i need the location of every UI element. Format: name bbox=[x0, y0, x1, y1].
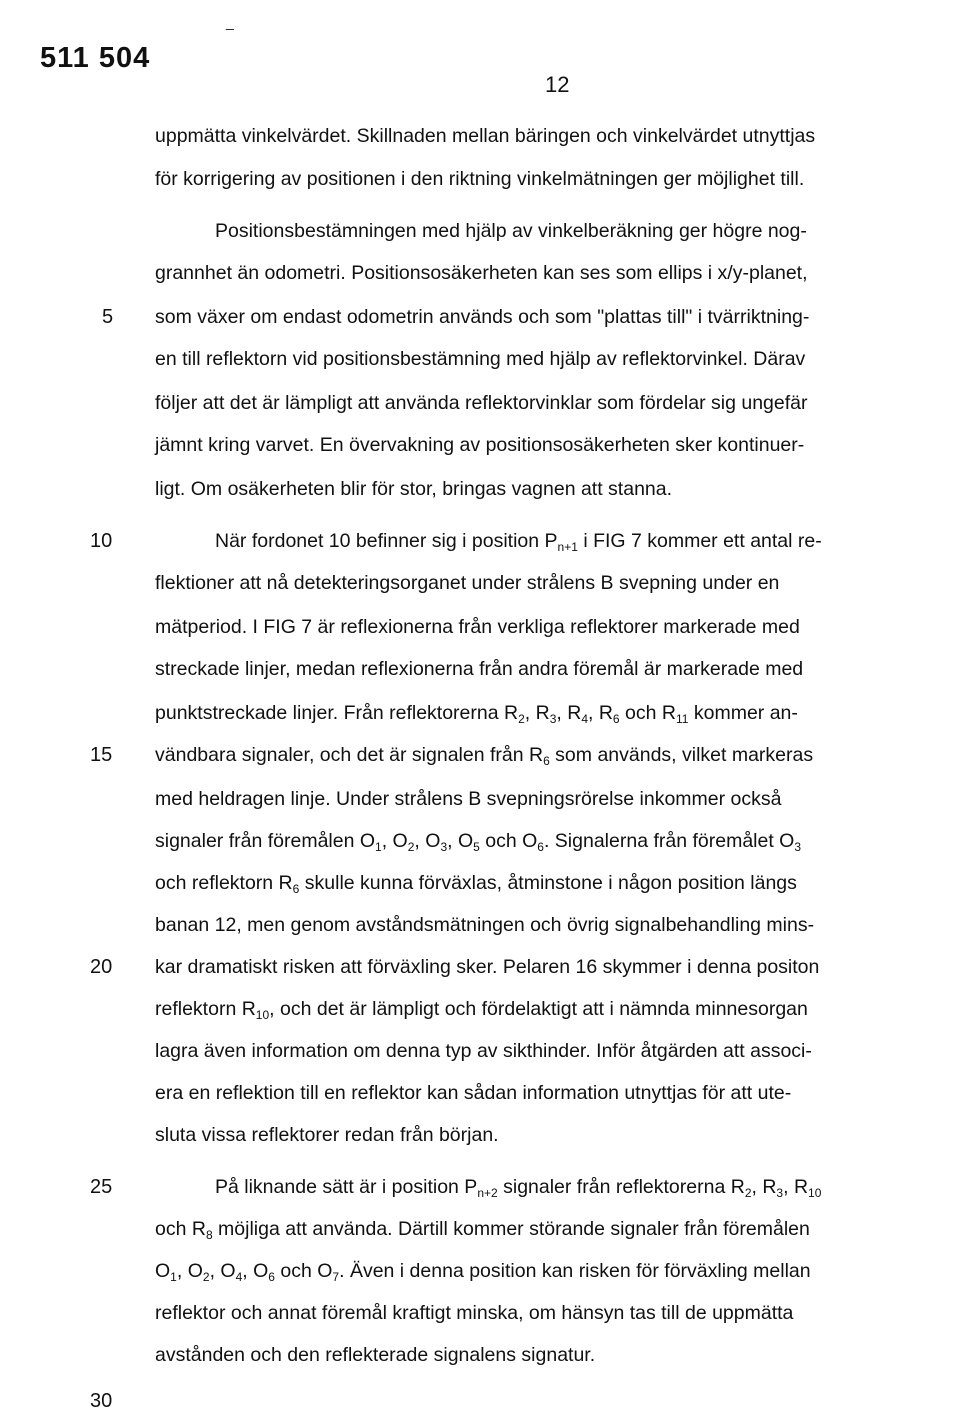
line-number: 15 bbox=[90, 744, 113, 766]
text-line bbox=[155, 744, 813, 767]
text-run: sluta vissa reflektorer redan från början. bbox=[155, 1124, 499, 1146]
line-number: 5 bbox=[102, 306, 114, 328]
text-line bbox=[155, 914, 814, 937]
corner-mark: _ bbox=[226, 14, 234, 30]
text-run: , O bbox=[447, 830, 474, 852]
subscript: 1 bbox=[170, 1270, 177, 1284]
text-run: vändbara signaler, och det är signalen från R bbox=[155, 744, 544, 766]
text-run: som växer om endast odometrin används och som "plattas till" i tvärriktning- bbox=[155, 306, 810, 328]
text-run: streckade linjer, medan reflexionerna från andra föremål är markerade med bbox=[155, 658, 804, 680]
text-run: , O bbox=[209, 1260, 236, 1282]
text-line bbox=[155, 348, 805, 371]
subscript: 6 bbox=[268, 1270, 275, 1284]
text-run: som används, vilket markeras bbox=[549, 744, 814, 766]
text-line bbox=[155, 788, 781, 811]
subscript: 6 bbox=[612, 712, 620, 726]
text-line bbox=[155, 125, 815, 148]
text-run: signaler från föremålen O bbox=[155, 830, 376, 852]
subscript: 7 bbox=[332, 1270, 340, 1284]
text-line bbox=[155, 1040, 812, 1063]
text-run: era en reflektion till en reflektor kan sådan information utnyttjas för att ute- bbox=[155, 1082, 792, 1104]
text-line bbox=[155, 702, 798, 725]
text-run: och R bbox=[619, 702, 676, 724]
text-run: , R bbox=[783, 1176, 809, 1198]
text-run: punktstreckade linjer. Från reflektorerna R bbox=[155, 702, 519, 724]
text-line bbox=[155, 1260, 811, 1283]
subscript: 8 bbox=[205, 1228, 213, 1242]
text-line bbox=[155, 1302, 793, 1325]
text-run: reflektorn R bbox=[155, 998, 256, 1020]
subscript: 10 bbox=[255, 1008, 270, 1022]
subscript: 4 bbox=[581, 712, 588, 726]
text-run: På liknande sätt är i position P bbox=[215, 1176, 478, 1198]
text-run: i FIG 7 kommer ett antal re- bbox=[577, 530, 822, 552]
text-line bbox=[155, 478, 672, 501]
text-run: följer att det är lämpligt att använda reflektorvinklar som fördelar sig ungefär bbox=[155, 392, 808, 414]
text-line bbox=[155, 262, 808, 285]
subscript: 11 bbox=[675, 712, 689, 726]
text-run: O bbox=[155, 1260, 171, 1282]
subscript: 3 bbox=[794, 840, 802, 854]
text-line bbox=[155, 168, 804, 191]
text-run: kommer an- bbox=[688, 702, 798, 724]
text-line bbox=[155, 434, 804, 457]
subscript: 2 bbox=[518, 712, 525, 726]
subscript: 2 bbox=[202, 1270, 210, 1284]
text-line bbox=[155, 1082, 791, 1105]
text-run: kar dramatiskt risken att förväxling sker. Pelaren 16 skymmer i denna positon bbox=[155, 956, 820, 978]
text-run: avstånden och den reflekterade signalens signatur. bbox=[155, 1344, 596, 1366]
text-run: en till reflektorn vid positionsbestämning med hjälp av reflektorvinkel. Därav bbox=[155, 348, 806, 370]
text-run: grannhet än odometri. Positionsosäkerheten kan ses som ellips i x/y-planet, bbox=[155, 262, 808, 284]
text-line bbox=[155, 306, 809, 329]
text-run: och R bbox=[155, 1218, 206, 1240]
text-run: flektioner att nå detekteringsorganet under strålens B svepning under en bbox=[155, 572, 780, 594]
line-number: 10 bbox=[90, 530, 113, 552]
text-run: mätperiod. I FIG 7 är reflexionerna från verkliga reflektorer markerade med bbox=[155, 616, 800, 638]
text-run: . Även i denna position kan risken för förväxling mellan bbox=[339, 1260, 811, 1282]
subscript: 10 bbox=[808, 1186, 822, 1200]
text-run: reflektor och annat föremål kraftigt minska, om hänsyn tas till de uppmätta bbox=[155, 1302, 794, 1324]
text-line bbox=[155, 392, 808, 415]
text-line bbox=[215, 530, 822, 553]
text-line bbox=[215, 220, 807, 243]
text-run: , och det är lämpligt och fördelaktigt att i nämnda minnesorgan bbox=[269, 998, 808, 1020]
text-run: banan 12, men genom avståndsmätningen och övrig signalbehandling mins- bbox=[155, 914, 815, 936]
text-run: uppmätta vinkelvärdet. Skillnaden mellan bäringen och vinkelvärdet utnyttjas bbox=[155, 125, 816, 147]
line-number: 20 bbox=[90, 956, 113, 978]
line-number: 25 bbox=[90, 1176, 113, 1198]
text-run: med heldragen linje. Under strålens B svepningsrörelse inkommer också bbox=[155, 788, 782, 810]
text-line bbox=[155, 956, 819, 979]
text-run: , R bbox=[751, 1176, 777, 1198]
text-line bbox=[155, 998, 808, 1021]
subscript: 4 bbox=[235, 1270, 243, 1284]
text-run: signaler från reflektorerna R bbox=[497, 1176, 745, 1198]
text-run: , O bbox=[414, 830, 441, 852]
text-run: möjliga att använda. Därtill kommer störande signaler från föremålen bbox=[212, 1218, 810, 1240]
text-run: för korrigering av positionen i den riktning vinkelmätningen ger möjlighet till. bbox=[155, 168, 805, 190]
text-run: Positionsbestämningen med hjälp av vinkelberäkning ger högre nog- bbox=[215, 220, 807, 242]
text-run: När fordonet 10 befinner sig i position P bbox=[215, 530, 558, 552]
text-line bbox=[155, 872, 797, 895]
text-line bbox=[155, 830, 801, 853]
text-run: och O bbox=[479, 830, 538, 852]
subscript: 5 bbox=[473, 840, 480, 854]
text-line bbox=[155, 572, 779, 595]
subscript: 6 bbox=[537, 840, 544, 854]
text-run: lagra även information om denna typ av sikthinder. Inför åtgärden att associ- bbox=[155, 1040, 812, 1062]
subscript: 2 bbox=[407, 840, 415, 854]
text-line bbox=[155, 1344, 595, 1367]
text-run: skulle kunna förväxlas, åtminstone i någon position längs bbox=[299, 872, 797, 894]
subscript: 6 bbox=[292, 882, 300, 896]
line-number: 30 bbox=[90, 1390, 113, 1412]
subscript: 3 bbox=[440, 840, 448, 854]
subscript: n+2 bbox=[477, 1186, 498, 1200]
text-run: och reflektorn R bbox=[155, 872, 293, 894]
text-run: , O bbox=[381, 830, 408, 852]
text-run: , R bbox=[556, 702, 582, 724]
subscript: n+1 bbox=[557, 540, 578, 554]
subscript: 2 bbox=[744, 1186, 752, 1200]
text-line bbox=[155, 616, 800, 639]
text-run: , R bbox=[588, 702, 613, 724]
subscript: 6 bbox=[543, 754, 550, 768]
text-line bbox=[155, 658, 803, 681]
subscript: 1 bbox=[375, 840, 382, 854]
text-run: , O bbox=[176, 1260, 203, 1282]
text-line bbox=[155, 1124, 499, 1147]
text-run: , R bbox=[524, 702, 550, 724]
subscript: 3 bbox=[776, 1186, 784, 1200]
text-run: ligt. Om osäkerheten blir för stor, bringas vagnen att stanna. bbox=[155, 478, 673, 500]
text-run: . Signalerna från föremålet O bbox=[543, 830, 795, 852]
text-run: jämnt kring varvet. En övervakning av positionsosäkerheten sker kontinuer- bbox=[155, 434, 805, 456]
subscript: 3 bbox=[549, 712, 557, 726]
text-run: , O bbox=[242, 1260, 269, 1282]
text-line bbox=[215, 1176, 821, 1199]
page-number: 12 bbox=[545, 72, 570, 97]
text-line bbox=[155, 1218, 810, 1241]
text-run: och O bbox=[274, 1260, 333, 1282]
document-number: 511 504 bbox=[40, 42, 151, 74]
